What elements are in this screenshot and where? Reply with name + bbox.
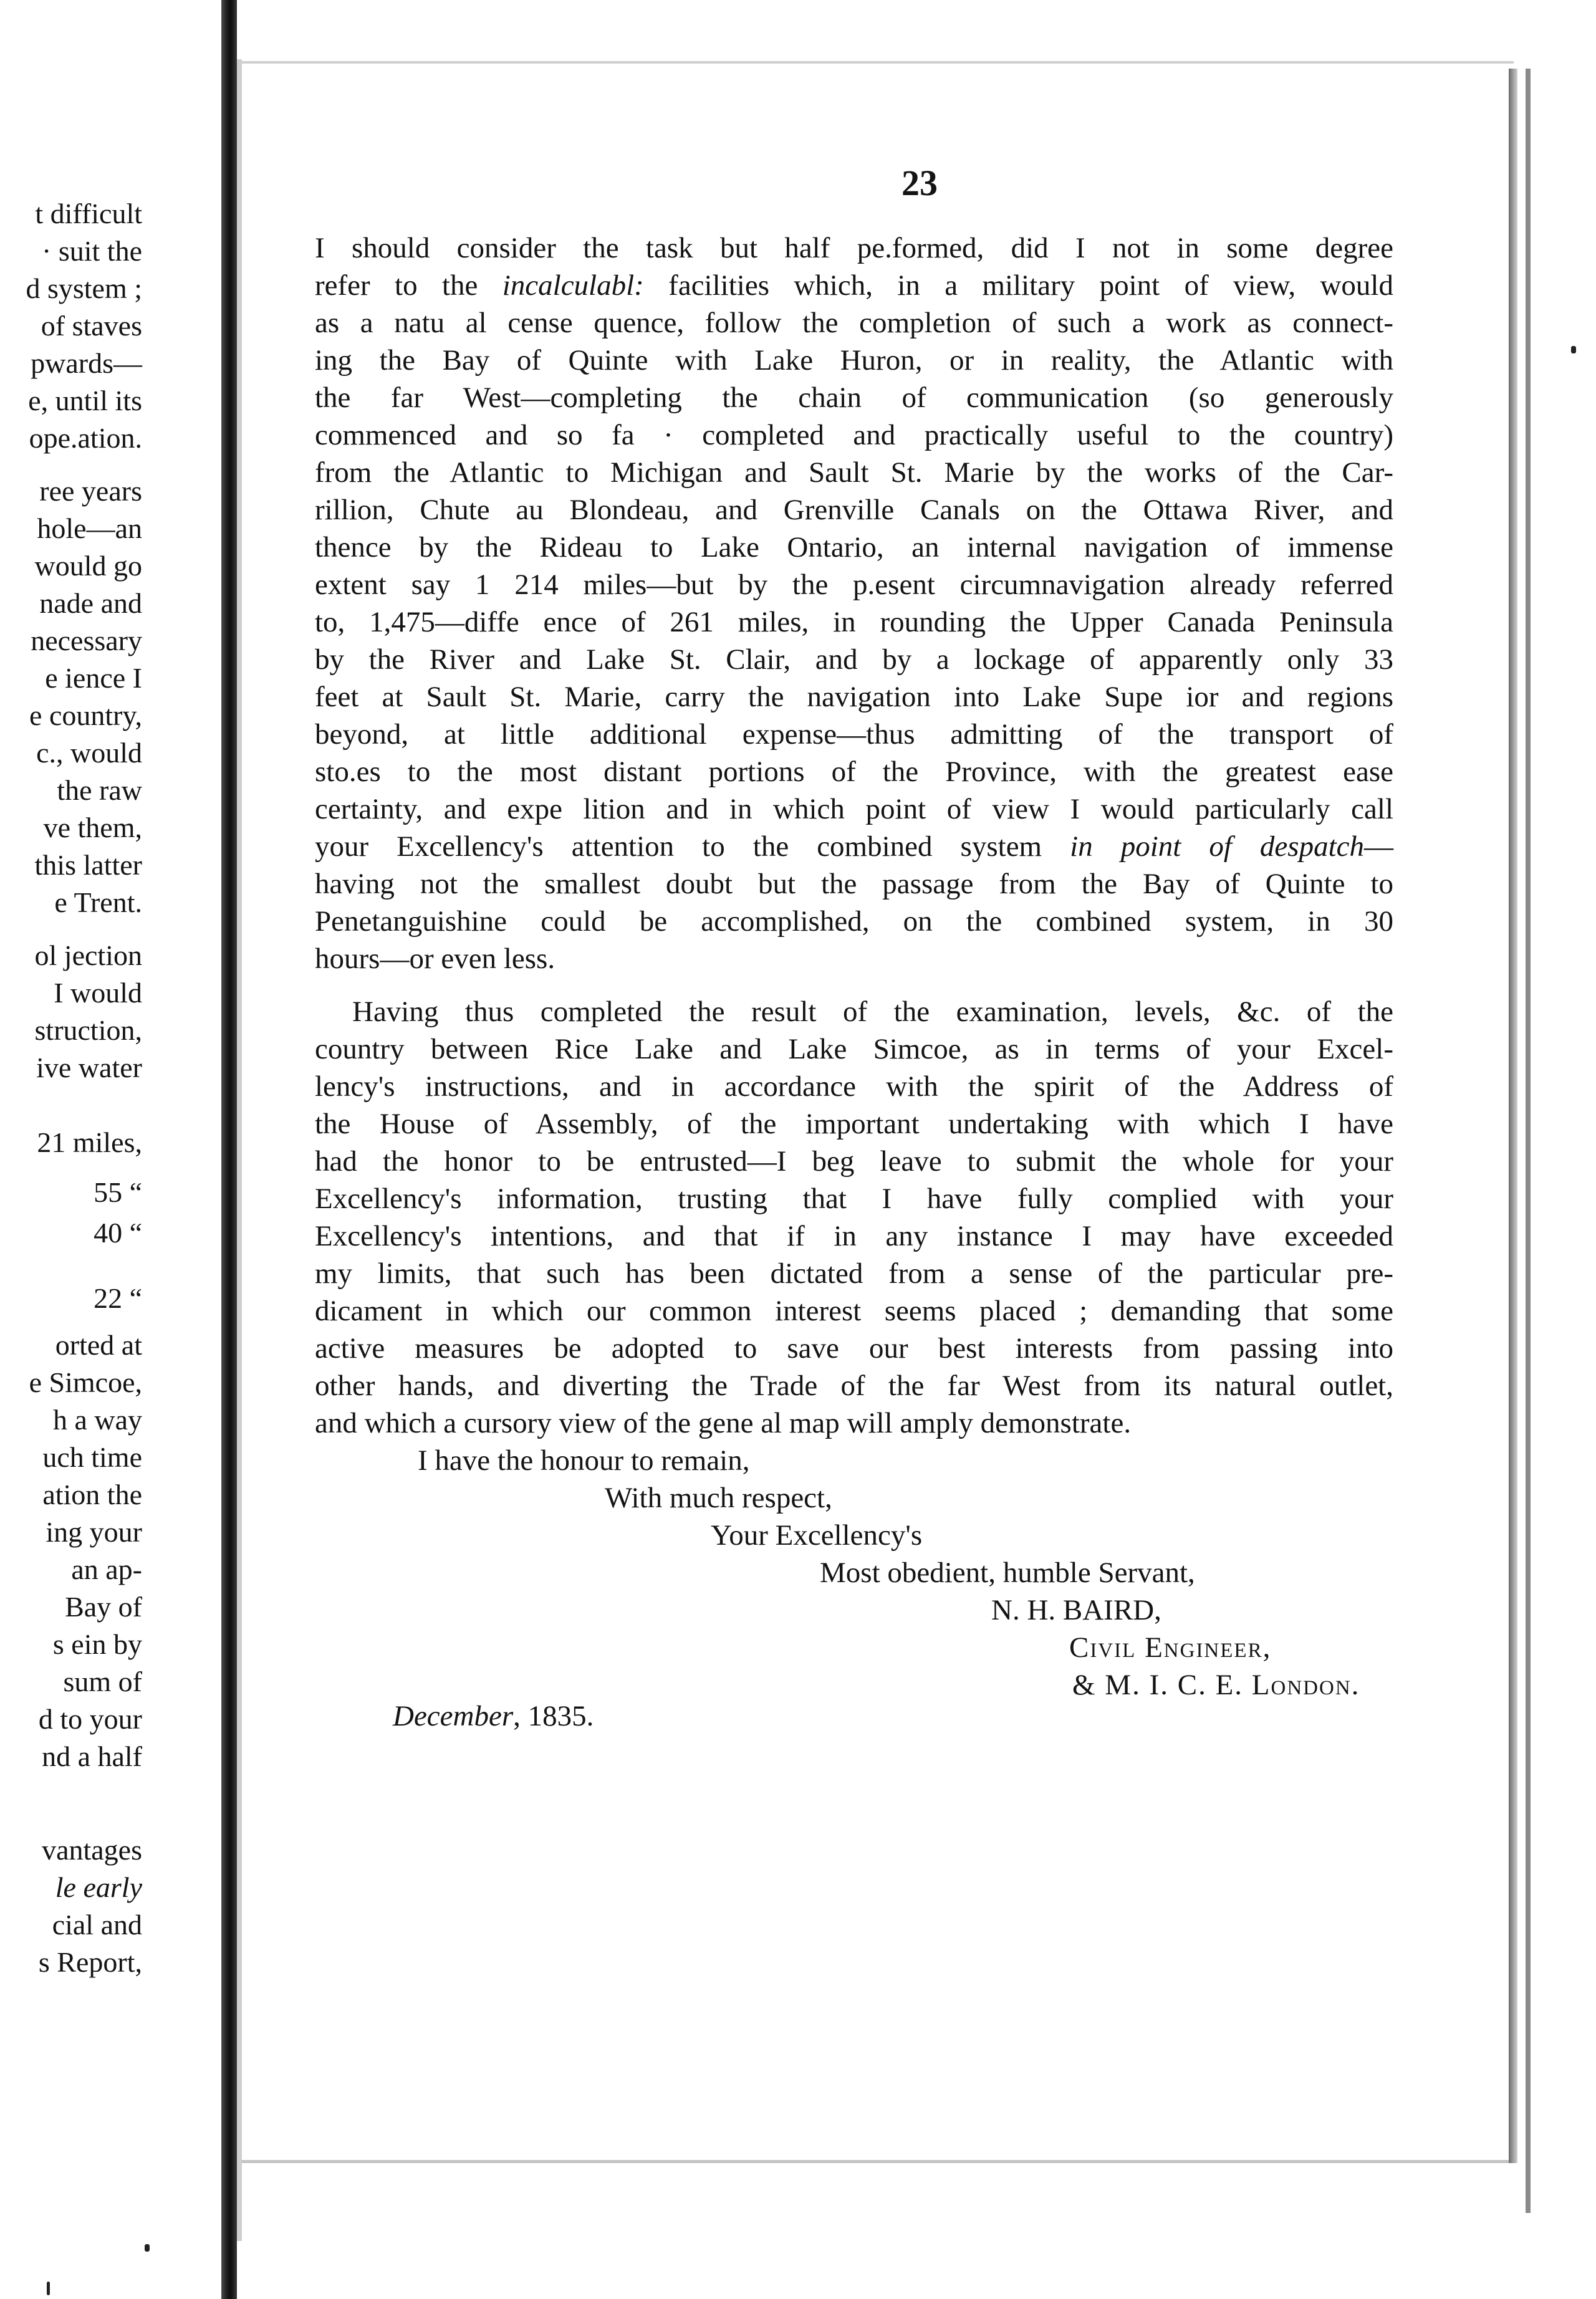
- italic-text-run: in point of despatch: [1070, 830, 1364, 863]
- book-gutter: [221, 0, 237, 2299]
- left-fragment-line: ation the: [42, 1479, 142, 1510]
- left-fragment-line: vantages: [42, 1834, 142, 1866]
- left-fragment-line: nd a half: [42, 1740, 142, 1772]
- paragraph-1-line: [315, 720, 1393, 749]
- paragraph-2-line: Excellency's intentions, and that if in any instance I may have exceeded: [315, 1220, 1393, 1252]
- paragraph-1-line: [315, 645, 1393, 674]
- left-page-fragment: [0, 0, 212, 2299]
- left-fragment-line: s ein by: [52, 1628, 142, 1660]
- paragraph-2-line: lency's instructions, and in accordance with the spirit of the Address of: [315, 1070, 1393, 1103]
- paragraph-1-line: [315, 234, 1393, 263]
- page-top-edge: [242, 61, 1514, 64]
- left-fragment-line: 40 “: [94, 1217, 142, 1249]
- paragraph-2-line: other hands, and diverting the Trade of the far West from its natural outlet,: [315, 1370, 1393, 1402]
- left-fragment-line: ive water: [36, 1052, 142, 1083]
- paragraph-1-line: [315, 683, 1393, 712]
- left-fragment-line: orted at: [55, 1329, 142, 1361]
- left-fragment-line: cial and: [52, 1909, 142, 1941]
- page-bottom-edge: [242, 2160, 1514, 2163]
- left-fragment-line: e Trent.: [54, 886, 142, 918]
- paragraph-1-line: [315, 496, 1393, 525]
- paragraph-1-line: [315, 458, 1393, 487]
- paragraph-1-line: [315, 757, 1393, 787]
- left-fragment-line: hole—an: [37, 512, 142, 544]
- text-run: commenced and so fa · completed and practically useful to the country): [315, 419, 1393, 451]
- text-run: by the River and Lake St. Clair, and by a lockage of apparently only 33: [315, 643, 1393, 676]
- left-fragment-line: of staves: [41, 310, 142, 342]
- text-run: rillion, Chute au Blondeau, and Grenville Canals on the Ottawa River, and: [315, 494, 1393, 526]
- left-fragment-line: ing your: [46, 1516, 142, 1548]
- left-fragment-line: ree years: [39, 475, 142, 507]
- left-fragment-line: necessary: [31, 625, 142, 656]
- left-fragment-line: would go: [34, 550, 142, 582]
- left-fragment-line: pwards—: [31, 347, 142, 379]
- text-run: to, 1,475—diffe ence of 261 miles, in rounding the Upper Canada Peninsula: [315, 606, 1393, 638]
- text-run: your Excellency's attention to the combined system: [315, 830, 1070, 863]
- text-run: thence by the Rideau to Lake Ontario, an internal navigation of immense: [315, 531, 1393, 564]
- paragraph-2-line: dicament in which our common interest seems placed ; demanding that some: [315, 1295, 1393, 1327]
- left-fragment-line: struction,: [34, 1014, 142, 1046]
- left-fragment-line: nade and: [39, 587, 142, 619]
- text-run: facilities which, in a military point of view, would: [643, 269, 1393, 302]
- paragraph-1-line: [315, 271, 1393, 300]
- left-fragment-line: I would: [54, 977, 142, 1009]
- left-fragment-line: ope.ation.: [29, 422, 142, 454]
- left-fragment-line: sum of: [63, 1666, 142, 1697]
- left-fragment-line: this latter: [34, 849, 142, 881]
- paragraph-1-line: [315, 944, 1393, 974]
- paragraph-2-line: had the honor to be entrusted—I beg leave to submit the whole for your: [315, 1145, 1393, 1178]
- left-fragment-line: le early: [55, 1871, 142, 1903]
- paragraph-2-line: country between Rice Lake and Lake Simcoe, as in terms of your Excel-: [315, 1033, 1393, 1065]
- left-fragment-line: t difficult: [35, 198, 142, 229]
- paragraph-1-line: [315, 570, 1393, 600]
- signature-title-2: & M. I. C. E. London.: [1072, 1669, 1360, 1701]
- left-fragment-line: e country,: [29, 699, 142, 731]
- left-fragment-line: 21 miles,: [37, 1126, 142, 1158]
- left-fragment-line: · suit the: [42, 235, 142, 267]
- scan-speck: [47, 2282, 50, 2295]
- text-run: I should consider the task but half pe.formed, did I not in some degree: [315, 232, 1393, 264]
- paragraph-1-line: [315, 309, 1393, 338]
- left-fragment-line: the raw: [57, 774, 142, 806]
- left-fragment-line: uch time: [42, 1441, 142, 1473]
- left-fragment-line: ol jection: [34, 939, 142, 971]
- date-month: December: [393, 1700, 514, 1732]
- closing-line-3: Your Excellency's: [711, 1519, 923, 1552]
- text-run: refer to the: [315, 269, 502, 302]
- paragraph-2-line: the House of Assembly, of the important undertaking with which I have: [315, 1108, 1393, 1140]
- page-right-edge-shadow: [1526, 69, 1531, 2213]
- signature-name: N. H. BAIRD,: [991, 1594, 1161, 1626]
- date-line: [393, 1702, 594, 1731]
- italic-text-run: incalculabl:: [502, 269, 644, 302]
- text-run: feet at Sault St. Marie, carry the navigation into Lake Supe ior and regions: [315, 681, 1393, 713]
- text-run: —: [1364, 830, 1393, 863]
- scan-speck: [145, 2244, 150, 2252]
- paragraph-1-line: [315, 608, 1393, 637]
- left-fragment-line: d to your: [38, 1703, 142, 1735]
- text-run: the far West—completing the chain of communication (so generously: [315, 382, 1393, 414]
- left-fragment-line: 22 “: [94, 1282, 142, 1314]
- text-run: extent say 1 214 miles—but by the p.esent circumnavigation already referred: [315, 569, 1393, 601]
- paragraph-2-line: my limits, that such has been dictated from a sense of the particular pre-: [315, 1257, 1393, 1290]
- left-fragment-line: 55 “: [94, 1176, 142, 1208]
- closing-line-1: I have the honour to remain,: [418, 1444, 750, 1477]
- paragraph-1-line: [315, 870, 1393, 899]
- paragraph-1-line: [315, 795, 1393, 824]
- scan-speck: [1571, 346, 1576, 353]
- closing-line-2: With much respect,: [605, 1482, 832, 1514]
- paragraph-1-line: [315, 832, 1393, 862]
- left-fragment-line: s Report,: [38, 1946, 142, 1978]
- left-fragment-line: h a way: [52, 1404, 142, 1436]
- left-fragment-line: d system ;: [26, 272, 142, 304]
- text-run: beyond, at little additional expense—thus admitting of the transport of: [315, 718, 1393, 751]
- text-run: having not the smallest doubt but the passage from the Bay of Quinte to: [315, 868, 1393, 900]
- page-left-edge: [237, 59, 242, 2241]
- paragraph-2-line: Excellency's information, trusting that I have fully complied with your: [315, 1183, 1393, 1215]
- text-run: hours—or even less.: [315, 943, 555, 975]
- text-run: certainty, and expe lition and in which point of view I would particularly call: [315, 793, 1393, 825]
- left-fragment-line: e ience I: [45, 662, 142, 694]
- left-fragment-line: ve them,: [43, 812, 142, 843]
- paragraph-1-line: [315, 907, 1393, 936]
- closing-line-4: Most obedient, humble Servant,: [820, 1557, 1195, 1589]
- paragraph-1-line: [315, 533, 1393, 562]
- left-fragment-line: e, until its: [28, 385, 142, 416]
- paragraph-2-line: and which a cursory view of the gene al map will amply demonstrate.: [315, 1407, 1132, 1439]
- page-right-edge: [1509, 69, 1517, 2163]
- date-year: , 1835.: [513, 1700, 594, 1732]
- paragraph-1-line: [315, 383, 1393, 413]
- text-run: ing the Bay of Quinte with Lake Huron, or in reality, the Atlantic with: [315, 344, 1393, 377]
- paragraph-2-line: active measures be adopted to save our best interests from passing into: [315, 1332, 1393, 1365]
- left-fragment-line: Bay of: [65, 1591, 142, 1623]
- left-fragment-line: an ap-: [71, 1553, 142, 1585]
- left-fragment-line: e Simcoe,: [29, 1366, 142, 1398]
- page-number: 23: [901, 163, 938, 203]
- paragraph-1-line: [315, 346, 1393, 375]
- text-run: from the Atlantic to Michigan and Sault St. Marie by the works of the Car-: [315, 456, 1393, 489]
- text-run: sto.es to the most distant portions of the Province, with the greatest ease: [315, 756, 1393, 788]
- signature-title-1: Civil Engineer,: [1069, 1631, 1272, 1664]
- left-fragment-line: c., would: [36, 737, 142, 769]
- text-run: Penetanguishine could be accomplished, on the combined system, in 30: [315, 905, 1393, 938]
- paragraph-2-line: Having thus completed the result of the examination, levels, &c. of the: [352, 996, 1393, 1028]
- paragraph-1-line: [315, 421, 1393, 450]
- text-run: as a natu al cense quence, follow the completion of such a work as connect-: [315, 307, 1393, 339]
